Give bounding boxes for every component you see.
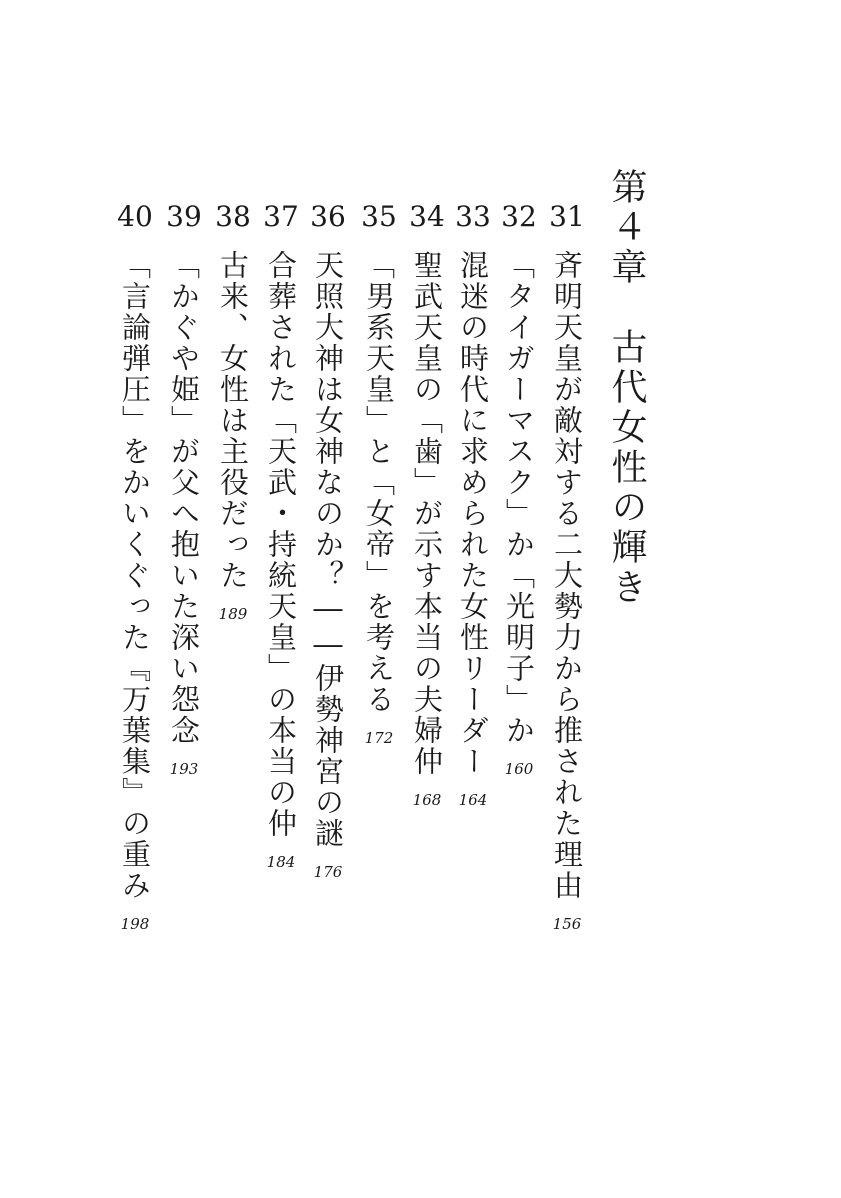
entry-number: 38 [215, 200, 251, 233]
toc-entry [161, 170, 207, 778]
entry-title: 混迷の時代に求められた女性リーダー [456, 250, 490, 777]
toc-entry [210, 170, 256, 623]
toc-entry [112, 170, 158, 933]
entry-number: 31 [549, 200, 585, 233]
entry-title: 「男系天皇」と「女帝」を考える [362, 250, 396, 715]
chapter-heading [603, 168, 649, 608]
entry-page: 168 [412, 791, 442, 809]
entry-page: 193 [169, 760, 199, 778]
entry-page: 164 [458, 791, 488, 809]
entry-title: 「言論弾圧」をかいくぐった『万葉集』の重み [118, 250, 152, 901]
entry-number: 36 [310, 200, 346, 233]
entry-page: 160 [504, 760, 534, 778]
chapter-title: 第４章 古代女性の輝き [606, 168, 647, 608]
toc-entry [305, 170, 351, 881]
toc-entry [258, 170, 304, 871]
entry-page: 184 [266, 853, 296, 871]
entry-number: 40 [117, 200, 153, 233]
toc-entry [356, 170, 402, 747]
entry-number: 34 [409, 200, 445, 233]
entry-number: 32 [501, 200, 537, 233]
toc-entry [404, 170, 450, 809]
entry-page: 172 [364, 729, 394, 747]
entry-number: 39 [166, 200, 202, 233]
entry-number: 35 [361, 200, 397, 233]
entry-page: 198 [120, 915, 150, 933]
entry-page: 189 [218, 605, 248, 623]
entry-number: 37 [263, 200, 299, 233]
entry-title: 聖武天皇の「歯」が示す本当の夫婦仲 [410, 250, 444, 777]
entry-title: 天照大神は女神なのか？――伊勢神宮の謎 [311, 250, 345, 849]
entry-title: 「タイガーマスク」か「光明子」か [502, 250, 536, 746]
entry-title: 合葬された「天武・持統天皇」の本当の仲 [264, 250, 298, 839]
entry-title: 斉明天皇が敵対する二大勢力から推された理由 [550, 250, 584, 901]
entry-number: 33 [455, 200, 491, 233]
entry-title: 古来、女性は主役だった [216, 250, 250, 591]
entry-page: 156 [552, 915, 582, 933]
toc-entry [544, 170, 590, 933]
toc-entry [450, 170, 496, 809]
entry-page: 176 [313, 863, 343, 881]
entry-title: 「かぐや姫」が父へ抱いた深い怨念 [167, 250, 201, 746]
toc-entry [496, 170, 542, 778]
